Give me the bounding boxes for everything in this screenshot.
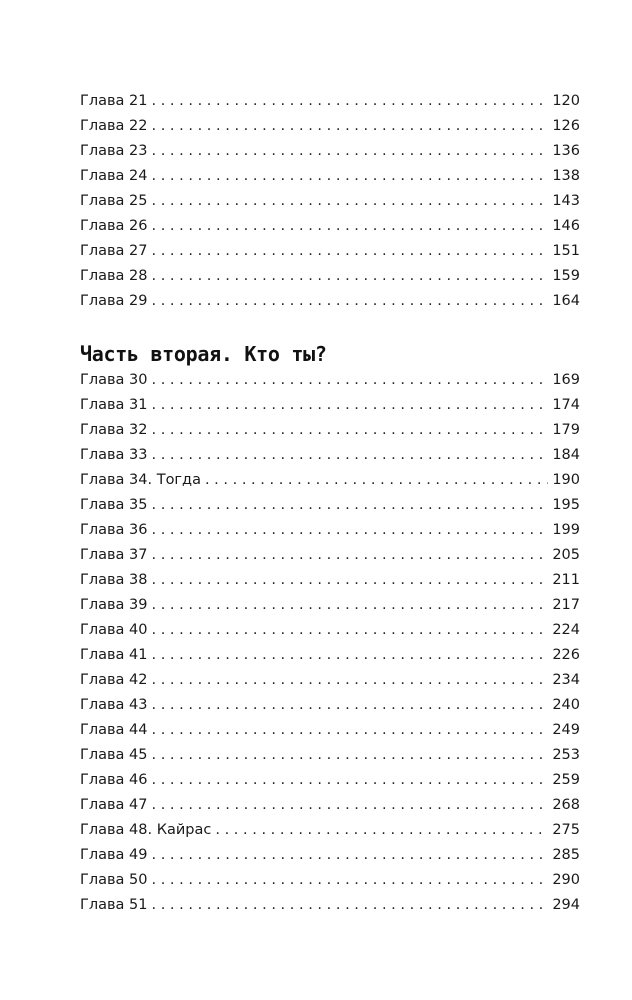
toc-entry-title: Глава 23	[80, 143, 148, 159]
toc-entry	[80, 543, 580, 568]
toc-entry	[80, 393, 580, 418]
toc-entry-title: Глава 48. Кайрас	[80, 822, 212, 838]
toc-dot-leader	[152, 368, 549, 393]
toc-entry	[80, 718, 580, 743]
toc-entry	[80, 239, 580, 264]
toc-entry	[80, 418, 580, 443]
toc-entry-title: Глава 51	[80, 897, 148, 913]
toc-dot-leader	[152, 793, 549, 818]
toc-dot-leader	[152, 214, 549, 239]
toc-entry	[80, 289, 580, 314]
toc-dot-leader	[152, 643, 549, 668]
toc-entry-page-number: 240	[552, 697, 580, 713]
toc-entry-title: Глава 25	[80, 193, 148, 209]
toc-dot-leader	[205, 468, 548, 493]
toc-entry	[80, 368, 580, 393]
toc-entry	[80, 593, 580, 618]
toc-entry-title: Глава 44	[80, 722, 148, 738]
toc-entry-page-number: 174	[552, 397, 580, 413]
toc-entry-page-number: 259	[552, 772, 580, 788]
toc-entry-title: Глава 37	[80, 547, 148, 563]
toc-entry-title: Глава 28	[80, 268, 148, 284]
toc-entry-page-number: 146	[552, 218, 580, 234]
toc-entry-page-number: 143	[552, 193, 580, 209]
toc-dot-leader	[152, 114, 549, 139]
toc-entry	[80, 568, 580, 593]
toc-entry	[80, 643, 580, 668]
toc-dot-leader	[152, 393, 549, 418]
toc-entry-title: Глава 50	[80, 872, 148, 888]
toc-entry	[80, 214, 580, 239]
toc-entry-page-number: 211	[552, 572, 580, 588]
toc-entry	[80, 668, 580, 693]
toc-dot-leader	[152, 868, 549, 893]
toc-entry-title: Глава 32	[80, 422, 148, 438]
toc-dot-leader	[152, 139, 549, 164]
toc-entry	[80, 164, 580, 189]
toc-dot-leader	[215, 818, 548, 843]
toc-entry-page-number: 275	[552, 822, 580, 838]
toc-dot-leader	[152, 668, 549, 693]
toc-entry-title: Глава 33	[80, 447, 148, 463]
toc-dot-leader	[152, 718, 549, 743]
toc-entry-title: Глава 36	[80, 522, 148, 538]
toc-entry-title: Глава 39	[80, 597, 148, 613]
toc-entry-title: Глава 46	[80, 772, 148, 788]
toc-dot-leader	[152, 164, 549, 189]
toc-entry	[80, 818, 580, 843]
toc-dot-leader	[152, 518, 549, 543]
toc-dot-leader	[152, 768, 549, 793]
toc-entry-page-number: 190	[552, 472, 580, 488]
toc-dot-leader	[152, 239, 549, 264]
toc-dot-leader	[152, 493, 549, 518]
toc-entry	[80, 768, 580, 793]
toc-entry-title: Глава 24	[80, 168, 148, 184]
toc-dot-leader	[152, 843, 549, 868]
toc-entry-page-number: 169	[552, 372, 580, 388]
toc-entry-title: Глава 31	[80, 397, 148, 413]
toc-entry-title: Глава 38	[80, 572, 148, 588]
toc-entry-page-number: 195	[552, 497, 580, 513]
toc-lower-list	[80, 368, 580, 918]
toc-entry-page-number: 126	[552, 118, 580, 134]
toc-entry	[80, 618, 580, 643]
toc-dot-leader	[152, 89, 549, 114]
toc-dot-leader	[152, 693, 549, 718]
toc-entry	[80, 264, 580, 289]
toc-entry	[80, 493, 580, 518]
toc-dot-leader	[152, 289, 549, 314]
toc-entry	[80, 893, 580, 918]
toc-entry-page-number: 290	[552, 872, 580, 888]
toc-entry-page-number: 253	[552, 747, 580, 763]
toc-entry-page-number: 151	[552, 243, 580, 259]
toc-entry-page-number: 224	[552, 622, 580, 638]
toc-dot-leader	[152, 743, 549, 768]
toc-entry-page-number: 138	[552, 168, 580, 184]
toc-entry-page-number: 205	[552, 547, 580, 563]
toc-dot-leader	[152, 418, 549, 443]
toc-entry-page-number: 164	[552, 293, 580, 309]
toc-entry	[80, 868, 580, 893]
toc-entry	[80, 189, 580, 214]
toc-dot-leader	[152, 443, 549, 468]
toc-entry-title: Глава 40	[80, 622, 148, 638]
toc-entry	[80, 693, 580, 718]
toc-entry	[80, 468, 580, 493]
toc-entry	[80, 743, 580, 768]
toc-entry-page-number: 226	[552, 647, 580, 663]
toc-entry-title: Глава 45	[80, 747, 148, 763]
toc-entry	[80, 89, 580, 114]
toc-entry-title: Глава 21	[80, 93, 148, 109]
toc-entry-title: Глава 41	[80, 647, 148, 663]
toc-entry-page-number: 285	[552, 847, 580, 863]
toc-entry-page-number: 294	[552, 897, 580, 913]
toc-entry-page-number: 249	[552, 722, 580, 738]
part-two-heading: Часть вторая. Кто ты?	[80, 342, 327, 366]
toc-dot-leader	[152, 264, 549, 289]
toc-dot-leader	[152, 593, 549, 618]
toc-entry-title: Глава 22	[80, 118, 148, 134]
toc-entry-page-number: 179	[552, 422, 580, 438]
toc-entry-title: Глава 42	[80, 672, 148, 688]
toc-entry-page-number: 159	[552, 268, 580, 284]
toc-entry-page-number: 120	[552, 93, 580, 109]
toc-entry-page-number: 199	[552, 522, 580, 538]
toc-dot-leader	[152, 618, 549, 643]
toc-entry-title: Глава 47	[80, 797, 148, 813]
toc-entry	[80, 139, 580, 164]
toc-dot-leader	[152, 893, 549, 918]
toc-entry	[80, 443, 580, 468]
toc-entry-title: Глава 34. Тогда	[80, 472, 201, 488]
toc-entry-title: Глава 29	[80, 293, 148, 309]
toc-entry-page-number: 234	[552, 672, 580, 688]
toc-entry	[80, 114, 580, 139]
toc-entry	[80, 843, 580, 868]
toc-entry	[80, 518, 580, 543]
toc-dot-leader	[152, 568, 549, 593]
toc-entry-title: Глава 49	[80, 847, 148, 863]
toc-dot-leader	[152, 189, 549, 214]
toc-entry-title: Глава 30	[80, 372, 148, 388]
toc-entry-page-number: 268	[552, 797, 580, 813]
toc-entry-page-number: 136	[552, 143, 580, 159]
toc-entry-page-number: 184	[552, 447, 580, 463]
toc-entry-title: Глава 35	[80, 497, 148, 513]
toc-entry-title: Глава 27	[80, 243, 148, 259]
toc-upper-list	[80, 89, 580, 314]
toc-entry-title: Глава 26	[80, 218, 148, 234]
toc-dot-leader	[152, 543, 549, 568]
toc-entry-page-number: 217	[552, 597, 580, 613]
toc-entry-title: Глава 43	[80, 697, 148, 713]
toc-entry	[80, 793, 580, 818]
